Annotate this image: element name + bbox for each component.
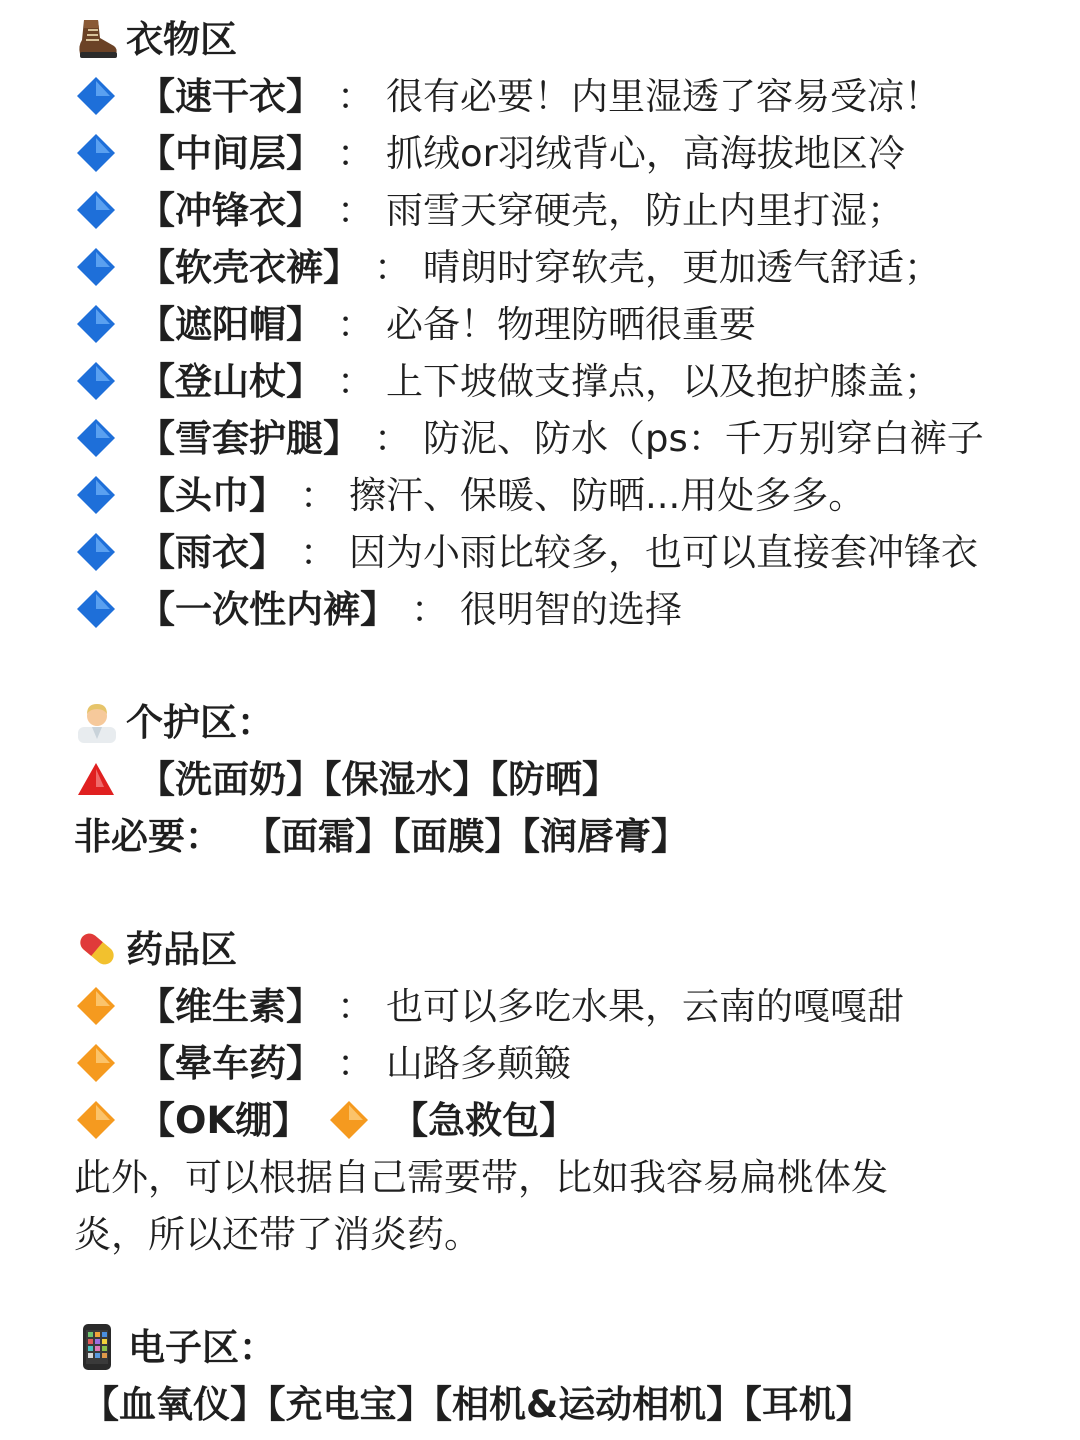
list-item: 【软壳衣裤】 ： 晴朗时穿软壳，更加透气舒适；: [74, 240, 941, 296]
orange-diamond-icon: [74, 1098, 118, 1142]
blue-diamond-icon: [74, 416, 118, 460]
care-essential-line: 【洗面奶】【保湿水】【防晒】: [74, 752, 619, 808]
clothing-section-title: 衣物区: [74, 12, 237, 68]
electronics-items-line: 【血氧仪】【充电宝】【相机&运动相机】【耳机】: [82, 1383, 873, 1426]
hiking-boot-icon: [74, 16, 120, 62]
red-triangle-icon: [74, 757, 118, 801]
orange-diamond-icon: [327, 1098, 371, 1142]
phone-icon: [74, 1322, 120, 1372]
blue-diamond-icon: [74, 302, 118, 346]
list-item: 【一次性内裤】 ： 很明智的选择: [74, 582, 682, 638]
blue-diamond-icon: [74, 359, 118, 403]
list-item: 【雨衣】 ： 因为小雨比较多，也可以直接套冲锋衣: [74, 525, 978, 581]
list-item: 【雪套护腿】 ： 防泥、防水（ps：千万别穿白裤子: [74, 411, 984, 467]
list-item: 【登山杖】 ： 上下坡做支撑点，以及抱护膝盖；: [74, 354, 941, 410]
blue-diamond-icon: [74, 188, 118, 232]
blue-diamond-icon: [74, 530, 118, 574]
pill-icon: [74, 926, 120, 972]
list-item: 【OK绷】 【急救包】: [74, 1093, 576, 1149]
blue-diamond-icon: [74, 587, 118, 631]
medicine-note-line-1: 此外，可以根据自己需要带，比如我容易扁桃体发: [74, 1156, 888, 1199]
list-item: 【冲锋衣】 ： 雨雪天穿硬壳，防止内里打湿；: [74, 183, 904, 239]
orange-diamond-icon: [74, 1041, 118, 1085]
list-item: 【晕车药】 ： 山路多颠簸: [74, 1036, 571, 1092]
blue-diamond-icon: [74, 245, 118, 289]
orange-diamond-icon: [74, 984, 118, 1028]
medicine-section-title: 药品区: [74, 922, 237, 978]
list-item: 【遮阳帽】 ： 必备！物理防晒很重要: [74, 297, 756, 353]
care-section-title: 个护区：: [74, 695, 274, 751]
blue-diamond-icon: [74, 74, 118, 118]
list-item: 【速干衣】 ： 很有必要！内里湿透了容易受凉！: [74, 69, 941, 125]
electronics-section-title: 电子区：: [74, 1320, 276, 1376]
care-optional-line: 非必要： 【面霜】【面膜】【润唇膏】: [74, 815, 688, 858]
blue-diamond-icon: [74, 473, 118, 517]
list-item: 【维生素】 ： 也可以多吃水果，云南的嘎嘎甜: [74, 979, 904, 1035]
person-icon: [74, 699, 120, 745]
blue-diamond-icon: [74, 131, 118, 175]
list-item: 【中间层】 ： 抓绒or羽绒背心，高海拔地区冷: [74, 126, 905, 182]
list-item: 【头巾】 ： 擦汗、保暖、防晒...用处多多。: [74, 468, 865, 524]
medicine-note-line-2: 炎，所以还带了消炎药。: [74, 1213, 481, 1256]
